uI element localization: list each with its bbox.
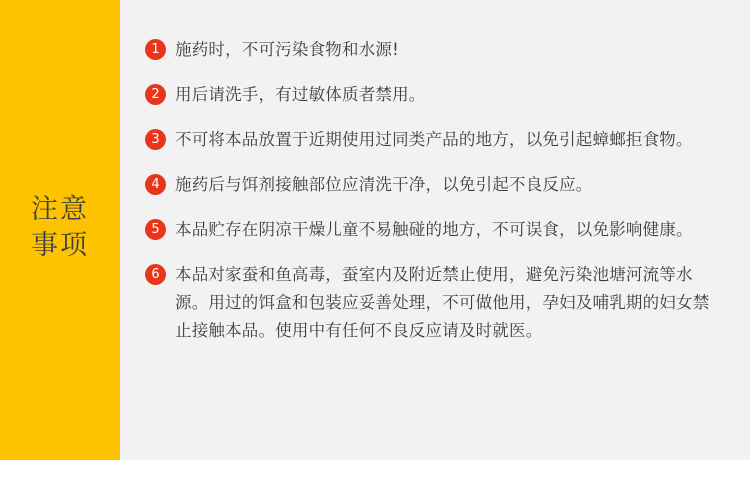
list-item <box>145 171 726 199</box>
list-item <box>145 261 726 345</box>
item-text: 本品对家蚕和鱼高毒，蚕室内及附近禁止使用，避免污染池塘河流等水源。用过的饵盒和包装应妥善处理，不可做他用，孕妇及哺乳期的妇女禁止接触本品。使用中有任何不良反应请及时就医。 <box>175 265 710 340</box>
notice-panel <box>120 0 750 460</box>
item-text: 不可将本品放置于近期使用过同类产品的地方，以免引起蟑螂拒食物。 <box>175 130 693 149</box>
list-item <box>145 216 726 244</box>
item-number-badge: 3 <box>145 129 166 150</box>
item-number-badge: 2 <box>145 84 166 105</box>
list-item <box>145 81 726 109</box>
list-item <box>145 126 726 154</box>
band-title-line2: 事项 <box>31 230 89 261</box>
item-number-badge: 4 <box>145 174 166 195</box>
item-text: 本品贮存在阴凉干燥儿童不易触碰的地方，不可误食，以免影响健康。 <box>175 220 693 239</box>
item-number-badge: 6 <box>145 264 166 285</box>
item-number-badge: 1 <box>145 39 166 60</box>
notice-list <box>145 36 726 362</box>
band-title-line1: 注意 <box>31 194 89 225</box>
item-text: 施药后与饵剂接触部位应清洗干净，以免引起不良反应。 <box>175 175 593 194</box>
band-title <box>0 192 120 264</box>
item-text: 施药时，不可污染食物和水源! <box>175 40 399 59</box>
list-item <box>145 36 726 64</box>
item-number-badge: 5 <box>145 219 166 240</box>
item-text: 用后请洗手，有过敏体质者禁用。 <box>175 85 426 104</box>
